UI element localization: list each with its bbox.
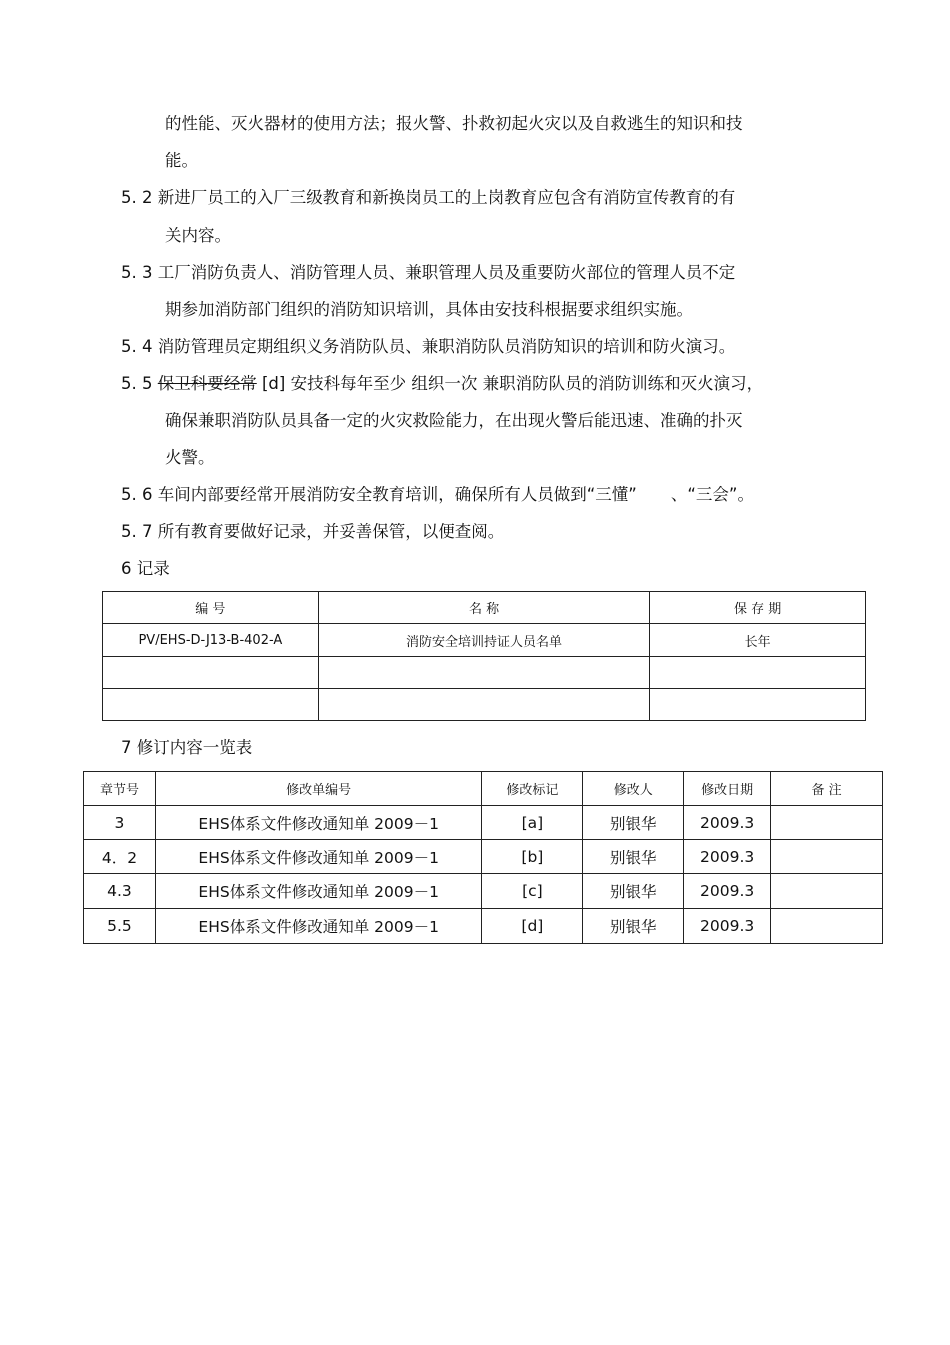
table-cell: EHS体系文件修改通知单 2009－1 — [155, 874, 482, 909]
paragraph-line: 火警。 — [165, 448, 215, 467]
table-cell: 消防安全培训持证人员名单 — [318, 624, 650, 657]
header-cell: 编 号 — [103, 592, 319, 624]
table-row — [84, 806, 883, 840]
clause-text: 所有教育要做好记录，并妥善保管，以便查阅。 — [157, 522, 505, 541]
table-cell: 3 — [84, 806, 156, 840]
records-table — [102, 591, 866, 721]
table-row — [103, 624, 866, 657]
header-cell: 修改人 — [583, 772, 684, 806]
table-cell — [771, 909, 883, 944]
clause-5-2 — [121, 186, 735, 210]
clause-number: 5. 4 — [121, 337, 153, 356]
table-header-row — [103, 592, 866, 624]
table-cell — [771, 840, 883, 874]
table-cell: 4.3 — [84, 874, 156, 909]
table-cell: [b] — [482, 840, 583, 874]
clause-number: 5. 2 — [121, 188, 153, 207]
paragraph-line: 期参加消防部门组织的消防知识培训，具体由安技科根据要求组织实施。 — [165, 300, 693, 319]
clause-5-7 — [121, 520, 504, 544]
clause-5-3 — [121, 261, 735, 285]
paragraph-line: 确保兼职消防队员具备一定的火灾救险能力，在出现火警后能迅速、准确的扑灭 — [165, 411, 743, 430]
header-cell: 备 注 — [771, 772, 883, 806]
table-cell: 2009.3 — [684, 909, 771, 944]
section-heading-records: 6 记录 — [121, 559, 170, 578]
table-cell: EHS体系文件修改通知单 2009－1 — [155, 806, 482, 840]
table-row — [84, 874, 883, 909]
clause-text: 消防管理员定期组织义务消防队员、兼职消防队员消防知识的培训和防火演习。 — [157, 337, 736, 356]
clause-text: 工厂消防负责人、消防管理人员、兼职管理人员及重要防火部位的管理人员不定 — [157, 263, 736, 282]
table-cell: [a] — [482, 806, 583, 840]
table-cell: 别银华 — [583, 909, 684, 944]
header-cell: 修改日期 — [684, 772, 771, 806]
table-cell: 5.5 — [84, 909, 156, 944]
table-cell: [c] — [482, 874, 583, 909]
table-row — [103, 689, 866, 721]
table-cell: 别银华 — [583, 840, 684, 874]
clause-5-6 — [121, 483, 754, 507]
table-cell: 4．2 — [84, 840, 156, 874]
table-row — [84, 840, 883, 874]
clause-text: 、“三会”。 — [670, 485, 754, 504]
table-cell — [103, 689, 319, 721]
header-cell: 保 存 期 — [650, 592, 866, 624]
table-cell — [318, 689, 650, 721]
clause-5-5 — [121, 372, 763, 396]
table-cell — [650, 657, 866, 689]
revisions-table — [83, 771, 883, 944]
revision-mark: [d] — [262, 374, 286, 393]
table-header-row — [84, 772, 883, 806]
table-cell — [771, 806, 883, 840]
table-cell: PV/EHS-D-J13-B-402-A — [103, 624, 319, 657]
paragraph-line: 能。 — [165, 151, 198, 170]
struck-text: 保卫科要经常 — [157, 374, 257, 393]
table-row — [103, 657, 866, 689]
table-cell — [771, 874, 883, 909]
table-cell: 别银华 — [583, 874, 684, 909]
paragraph-line: 的性能、灭火器材的使用方法；报火警、扑救初起火灾以及自救逃生的知识和技 — [165, 114, 743, 133]
header-cell: 修改单编号 — [155, 772, 482, 806]
table-cell — [318, 657, 650, 689]
header-cell: 章节号 — [84, 772, 156, 806]
table-cell: 2009.3 — [684, 874, 771, 909]
header-cell: 修改标记 — [482, 772, 583, 806]
table-cell: 别银华 — [583, 806, 684, 840]
header-cell: 名 称 — [318, 592, 650, 624]
table-cell: EHS体系文件修改通知单 2009－1 — [155, 909, 482, 944]
clause-number: 5. 5 — [121, 374, 153, 393]
clause-number: 5. 3 — [121, 263, 153, 282]
table-cell — [650, 689, 866, 721]
table-row — [84, 909, 883, 944]
clause-text: 新进厂员工的入厂三级教育和新换岗员工的上岗教育应包含有消防宣传教育的有 — [157, 188, 736, 207]
table-cell — [103, 657, 319, 689]
clause-text: 车间内部要经常开展消防安全教育培训，确保所有人员做到“三懂” — [157, 485, 637, 504]
paragraph-line: 关内容。 — [165, 226, 231, 245]
clause-text: 安技科每年至少 组织一次 兼职消防队员的消防训练和灭火演习， — [290, 374, 764, 393]
clause-5-4 — [121, 335, 735, 359]
table-cell: EHS体系文件修改通知单 2009－1 — [155, 840, 482, 874]
section-heading-revisions: 7 修订内容一览表 — [121, 738, 253, 757]
table-cell: 2009.3 — [684, 806, 771, 840]
table-cell: 2009.3 — [684, 840, 771, 874]
clause-number: 5. 7 — [121, 522, 153, 541]
table-cell: [d] — [482, 909, 583, 944]
clause-number: 5. 6 — [121, 485, 153, 504]
table-cell: 长年 — [650, 624, 866, 657]
